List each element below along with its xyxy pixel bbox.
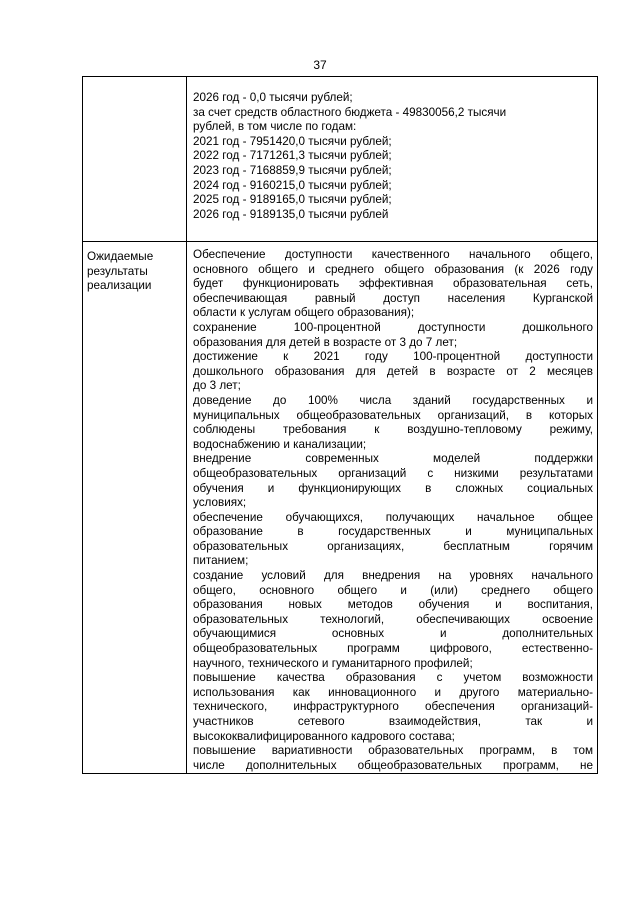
funding-row: [83, 77, 598, 242]
funding-label-cell: [83, 77, 187, 242]
results-line: обеспечение обучающихся, получающих начальное общее: [193, 510, 593, 524]
funding-line: 2021 год - 7951420,0 тысячи рублей;: [193, 134, 392, 148]
results-line: будет функционировать эффективная образовательная сеть,: [193, 277, 593, 291]
results-label-line: Ожидаемые: [87, 250, 154, 263]
results-line: образовательных технологий, обеспечивающих освоение: [193, 612, 593, 626]
results-line: достижение к 2021 году 100-процентной доступности: [193, 350, 593, 364]
funding-line: 2022 год - 7171261,3 тысячи рублей;: [193, 149, 392, 163]
results-label-line: результаты: [87, 264, 148, 278]
results-line: высококвалифицированного кадрового состава;: [193, 729, 455, 743]
results-line: повышение вариативности образовательных программ, в том: [193, 744, 593, 758]
results-line: внедрение современных моделей поддержки: [193, 452, 593, 466]
results-line: общего, основного общего и (или) среднего общего: [193, 583, 593, 597]
results-line: муниципальных общеобразовательных организаций, в которых: [193, 408, 593, 422]
results-line: условиях;: [193, 496, 247, 510]
results-line: обучения и функционирующих в сложных социальных: [193, 481, 593, 495]
results-line: доведение до 100% числа зданий государственных и: [193, 393, 593, 407]
results-line: обеспечивающая равный доступ населения Курганской: [193, 291, 593, 305]
results-line: повышение качества образования с учетом возможности: [193, 671, 593, 685]
funding-line: 2024 год - 9160215,0 тысячи рублей;: [193, 178, 392, 192]
results-line: Обеспечение доступности качественного начального общего,: [193, 248, 593, 261]
results-line: образования новых методов обучения и воспитания,: [193, 598, 593, 612]
results-line: образование в государственных и муниципальных: [193, 525, 593, 539]
results-content-cell: [187, 242, 598, 774]
results-row: [83, 242, 598, 774]
results-line: научного, технического и гуманитарного профилей;: [193, 656, 473, 670]
funding-line: за счет средств областного бюджета - 49830056,2 тысячи: [193, 105, 507, 119]
results-line: основного общего и среднего общего образования (к 2026 году: [193, 262, 593, 276]
results-line: водоснабжению и канализации;: [193, 437, 367, 451]
funding-line: 2023 год - 7168859,9 тысячи рублей;: [193, 163, 392, 177]
results-line: участников сетевого взаимодействия, так и: [193, 715, 593, 728]
results-line: области к услугам общего образования);: [193, 306, 415, 320]
results-label-cell: [83, 242, 187, 774]
results-line: питанием;: [193, 554, 249, 568]
results-line: использования как инновационного и другого материально-: [193, 685, 593, 699]
funding-line: 2026 год - 0,0 тысячи рублей;: [193, 91, 353, 104]
results-line: общеобразовательных программ цифрового, естественно-: [193, 642, 593, 656]
funding-line: 2025 год - 9189165,0 тысячи рублей;: [193, 193, 392, 207]
results-label-line: реализации: [87, 279, 152, 293]
results-line: обучающимися основных и дополнительных: [193, 627, 593, 641]
results-line: сохранение 100-процентной доступности дошкольного: [193, 320, 593, 334]
results-line: образования для детей в возрасте от 3 до 7 лет;: [193, 335, 458, 349]
results-line: создание условий для внедрения на уровнях начального: [193, 569, 593, 583]
results-line: общеобразовательных организаций с низкими результатами: [193, 466, 593, 480]
results-line: дошкольного образования для детей в возрасте от 2 месяцев: [193, 364, 593, 378]
results-line: до 3 лет;: [193, 379, 241, 393]
results-line: образовательных организациях, бесплатным горячим: [193, 539, 593, 553]
funding-content-cell: [187, 77, 598, 242]
results-line: технического, инфраструктурного обеспечения организаций-: [193, 700, 593, 714]
page-number: 37: [313, 58, 327, 72]
results-line: соблюдены требования к воздушно-тепловому режиму,: [193, 423, 593, 437]
program-passport-table: [82, 76, 598, 774]
funding-line: 2026 год - 9189135,0 тысячи рублей: [193, 207, 389, 221]
results-line: числе дополнительных общеобразовательных программ, не: [193, 758, 593, 772]
funding-line: рублей, в том числе по годам:: [193, 120, 357, 134]
